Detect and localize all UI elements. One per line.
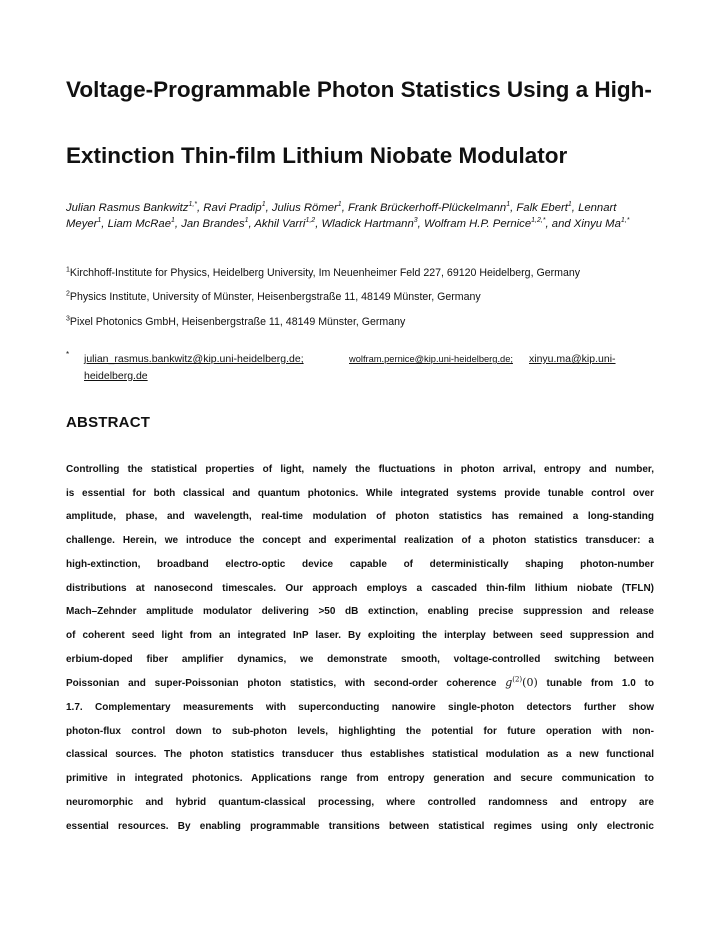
author-affiliation: 1,*: [188, 201, 197, 209]
correspondence-marker: *: [66, 350, 70, 359]
author-affiliation: 1,2: [305, 217, 316, 225]
affiliation-text: Pixel Photonics GmbH, Heisenbergstraße 11, 48149 Münster, Germany: [69, 316, 406, 328]
affiliation-number: 1: [66, 266, 70, 274]
abstract-line: challenge. Herein, we introduce the concept and experimental realization of a photon statistics transducer: a: [66, 535, 654, 547]
author-affiliation: 1: [97, 217, 102, 225]
author-affiliation: 1: [261, 201, 266, 209]
author-name: Ravi Pradip: [203, 202, 262, 214]
title-line-1: Voltage-Programmable Photon Statistics Using a High-: [66, 77, 652, 102]
abstract-line: high-extinction, broadband electro-optic device capable of deterministically shaping photon-number: [66, 558, 654, 570]
author-affiliation: 3: [413, 217, 418, 225]
abstract-line: Controlling the statistical properties of light, namely the fluctuations in photon arrival, entropy and number,: [66, 464, 654, 475]
author-list: Julian Rasmus Bankwitz$^{1,*}$, Ravi Pradip$^1$, Julius Römer$^1$, Frank Brückerhoff-Plückelmann$^1$, Falk Ebert$^1$, Lennart Meyer$^1$, Liam McRae$^1$, Jan Brandes$^1$, Akhil Varri$^{1,2}$, Wladick Hartmann$^3$, Wolfram H.P. Pernice$^{1,2,*}$, and Xinyu $Ma^{1,*}$: [66, 201, 630, 230]
author-name: Falk Ebert: [516, 202, 568, 214]
abstract-line-segment: Poissonian and super-Poissonian photon statistics, with second-order coherence: [66, 678, 497, 690]
abstract-line-segment: tunable from 1.0 to: [546, 678, 655, 690]
author-name: Lennart Meyer: [66, 202, 617, 230]
email-link-ma[interactable]: xinyu.ma@kip.uni-: [529, 353, 616, 365]
abstract-heading: ABSTRACT: [66, 414, 151, 431]
author-affiliation: 1,2,*: [531, 217, 546, 225]
abstract-line: essential resources. By enabling programmable transitions between statistical regimes using only electronic: [66, 820, 654, 832]
author-affiliation: 1: [567, 201, 572, 209]
abstract-line: primitive in integrated photonics. Applications range from entropy generation and secure communication to: [66, 773, 654, 785]
g2-coherence-symbol: [505, 676, 538, 689]
email-link-ma-continued[interactable]: heidelberg.de: [84, 370, 148, 382]
abstract-line: classical sources. The photon statistics transducer thus establishes statistical modulation as a new functional: [66, 749, 654, 761]
abstract-line: distributions at nanosecond timescales. Our approach employs a cascaded thin-film lithium niobate (TFLN): [66, 582, 654, 594]
abstract-line: photon-flux control down to sub-photon levels, highlighting the potential for future operation with non-: [66, 725, 654, 737]
math-superscript: (2): [512, 675, 523, 684]
author-name: Julian Rasmus Bankwitz: [66, 202, 189, 214]
author-name: Akhil Varri: [254, 218, 306, 230]
author-affiliation: 1: [506, 201, 511, 209]
title-line-2: Extinction Thin-film Lithium Niobate Modulator: [66, 143, 568, 168]
author-name: Xinyu Ma: [573, 218, 621, 230]
abstract-line: of coherent seed light from an integrated InP laser. By exploiting the interplay between seed suppression and: [66, 629, 654, 641]
author-name: Jan Brandes: [181, 218, 245, 230]
affiliation-number: 2: [66, 290, 70, 298]
author-name: Wladick Hartmann: [321, 218, 414, 230]
math-argument: (0): [522, 676, 538, 690]
affiliation-3: [66, 315, 666, 329]
affiliation-number: 3: [66, 315, 70, 323]
affiliation-text: Physics Institute, University of Münster, Heisenbergstraße 11, 48149 Münster, Germany: [69, 291, 481, 303]
abstract-body: [66, 458, 654, 838]
email-link-pernice[interactable]: wolfram.pernice@kip.uni-heidelberg.de;: [349, 354, 513, 364]
abstract-line: 1.7. Complementary measurements with superconducting nanowire single-photon detectors further show: [66, 702, 654, 714]
author-affiliation: 1,*: [620, 217, 630, 225]
author-name: Wolfram H.P. Pernice: [423, 218, 532, 230]
author-name: Julius Römer: [271, 202, 338, 214]
author-name: Liam McRae: [107, 218, 171, 230]
abstract-line: Mach–Zehnder amplitude modulator delivering >50 dB extinction, enabling precise suppression and release: [66, 606, 654, 618]
affiliation-text: Kirchhoff-Institute for Physics, Heidelberg University, Im Neuenheimer Feld 227, 69120 Heidelberg, Germany: [69, 267, 581, 279]
author-affiliation: 1: [244, 217, 249, 225]
author-affiliation: 1: [171, 217, 175, 225]
abstract-line-with-math: [66, 671, 654, 696]
author-name: Frank Brückerhoff-Plückelmann: [347, 202, 507, 214]
affiliation-1: [66, 266, 666, 280]
abstract-line: erbium-doped fiber amplifier dynamics, we demonstrate smooth, voltage-controlled switching between: [66, 653, 654, 665]
abstract-line: is essential for both classical and quantum photonics. While integrated systems provide tunable control over: [66, 487, 654, 499]
affiliation-2: [66, 290, 666, 304]
abstract-line: neuromorphic and hybrid quantum-classical processing, where controlled randomness and entropy are: [66, 796, 654, 808]
author-affiliation: 1: [337, 201, 342, 209]
abstract-line: amplitude, phase, and wavelength, real-time modulation of photon statistics has remained a long-standing: [66, 511, 654, 523]
email-link-bankwitz[interactable]: julian_rasmus.bankwitz@kip.uni-heidelberg.de;: [84, 353, 304, 365]
math-symbol: g: [505, 676, 513, 690]
